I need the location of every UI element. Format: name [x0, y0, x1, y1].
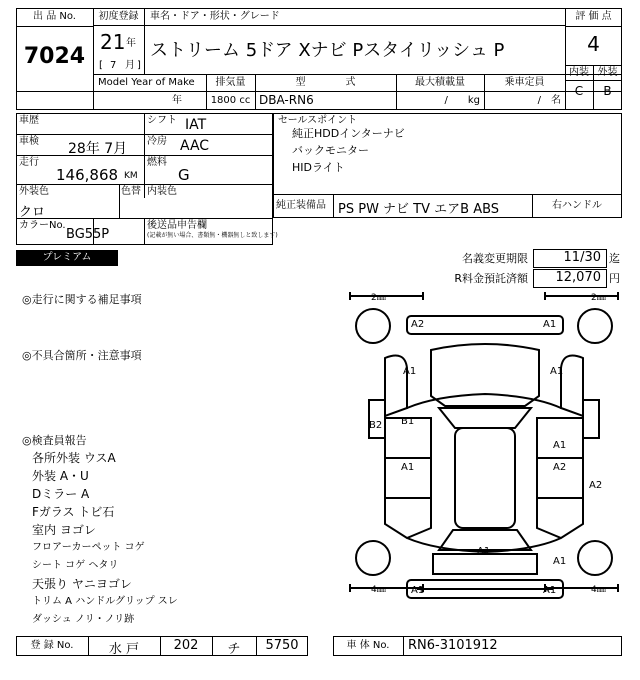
post-label: 後送品申告欄 [147, 220, 207, 231]
report-line: 外装 A・U [32, 469, 89, 483]
damage-mark: B2 [369, 420, 383, 431]
fuel-value: G [178, 166, 190, 184]
tire-depth-front-right: 2㎜ [591, 293, 606, 303]
report-line: 各所外装 ウスA [32, 451, 116, 465]
inspection-value: 28年 7月 [68, 141, 128, 157]
model-year-label: Model Year of Make [98, 77, 195, 88]
damage-mark: A2 [553, 462, 567, 473]
sales-point-2: バックモニター [292, 144, 369, 157]
steering: 右ハンドル [552, 200, 602, 211]
lot-no-label: 出 品 No. [33, 11, 76, 22]
recycle-value: 12,070 [555, 270, 601, 285]
equip-value: PS PW ナビ TV エアB ABS [338, 202, 500, 217]
report-heading: ◎検査員報告 [22, 434, 87, 447]
vehicle-label: 車名・ドア・形状・グレード [150, 11, 280, 22]
color-no-value: BG55P [66, 227, 110, 242]
report-line: Dミラー A [32, 487, 90, 501]
interior-label: 内装 [569, 67, 589, 78]
damage-mark: B1 [401, 416, 415, 427]
reg-kana: チ [227, 642, 241, 657]
load-label: 最大積載量 [415, 77, 465, 88]
lot-no: 7024 [23, 44, 86, 69]
car-damage-diagram [345, 288, 623, 628]
report-line: トリム A ハンドルグリップ スレ [32, 596, 178, 607]
reg-month-bracket-open: [ [99, 60, 103, 71]
damage-mark: A1 [403, 366, 417, 377]
deadline-label: 名義変更期限 [462, 252, 528, 265]
sales-point-3: HIDライト [292, 161, 345, 174]
reg-month: 7 [110, 60, 117, 71]
driving-notes-heading: ◎走行に関する補足事項 [22, 293, 142, 306]
int-color-label: 内装色 [147, 186, 177, 197]
premium-badge: プレミアム [16, 250, 118, 266]
deadline-suffix: 迄 [609, 252, 620, 265]
ac-value: AAC [180, 138, 210, 154]
report-line: フロアーカーペット コゲ [32, 542, 145, 553]
ext-color-value: クロ [19, 205, 46, 220]
damage-mark: A1 [553, 556, 567, 567]
type-label: 型 式 [295, 77, 356, 88]
chassis-label: 車 体 No. [346, 640, 390, 651]
damage-mark: A1 [401, 462, 415, 473]
model-year-value: 年 [172, 95, 182, 106]
type-value: DBA-RN6 [259, 93, 314, 107]
equip-label: 純正装備品 [276, 200, 326, 211]
interior-grade: C [574, 84, 584, 98]
damage-mark: A1 [553, 440, 567, 451]
reg-year-unit: 年 [126, 38, 136, 49]
post-note: (記載が無い場合、書類無・機器無しと致します) [147, 232, 278, 239]
report-line: シート コゲ ヘタリ [32, 560, 119, 571]
vehicle-name: ストリーム 5ドア Xナビ Pスタイリッシュ P [150, 40, 505, 61]
score-label: 評 価 点 [575, 11, 612, 22]
shift-value: IAT [185, 117, 207, 133]
reg-label: 登 録 No. [30, 640, 74, 651]
tire-depth-rear-left: 4㎜ [371, 585, 386, 595]
damage-mark: A1 [477, 546, 491, 557]
reg-area: 水 戸 [108, 642, 140, 657]
displacement-label: 排気量 [215, 77, 246, 88]
reg-class: 202 [173, 638, 199, 653]
recycle-label: R料金預託済額 [454, 272, 528, 285]
load-value: / kg [444, 95, 480, 106]
tire-depth-front-left: 2㎜ [371, 293, 386, 303]
reg-number: 5750 [265, 638, 299, 653]
recycle-unit: 円 [609, 272, 620, 285]
deadline-value: 11/30 [563, 250, 601, 265]
capacity-value: / 名 [537, 95, 561, 106]
sales-label: セールスポイント [278, 115, 358, 126]
chassis-value: RN6-3101912 [408, 638, 498, 653]
displacement-value: 1800 cc [210, 95, 251, 106]
reg-month-bracket-close: ] [137, 60, 141, 71]
mileage-unit: KM [124, 171, 138, 181]
shift-label: シフト [147, 115, 177, 126]
sales-point-1: 純正HDDインターナビ [292, 127, 405, 140]
damage-mark: A2 [589, 480, 603, 491]
report-line: Fガラス トビ石 [32, 505, 115, 519]
mileage-label: 走行 [19, 157, 39, 168]
history-label: 車歴 [19, 115, 39, 126]
damage-mark: A1 [543, 585, 557, 596]
ext-color-label: 外装色 [19, 186, 49, 197]
inspection-label: 車検 [19, 136, 39, 147]
damage-mark: A1 [411, 585, 425, 596]
first-reg-label: 初度登録 [98, 11, 139, 22]
color-no-label: カラーNo. [19, 220, 66, 231]
reg-year: 21 [100, 30, 126, 54]
color-change-label: 色替 [121, 186, 141, 197]
report-line: 天張り ヤニヨゴレ [32, 577, 132, 591]
tire-depth-rear-right: 4㎜ [591, 585, 606, 595]
damage-mark: A2 [411, 319, 425, 330]
exterior-grade: B [603, 84, 612, 98]
score: 4 [587, 32, 600, 56]
report-line: ダッシュ ノリ・ノリ跡 [32, 614, 135, 625]
reg-month-unit: 月 [125, 60, 135, 71]
fuel-label: 燃料 [147, 157, 167, 168]
capacity-label: 乗車定員 [504, 77, 545, 88]
report-line: 室内 ヨゴレ [32, 523, 96, 537]
mileage-value: 146,868 [56, 166, 119, 184]
damage-mark: A1 [550, 366, 564, 377]
damage-mark: A1 [543, 319, 557, 330]
exterior-label: 外装 [597, 67, 618, 78]
ac-label: 冷房 [147, 136, 167, 147]
defects-heading: ◎不具合箇所・注意事項 [22, 349, 142, 362]
